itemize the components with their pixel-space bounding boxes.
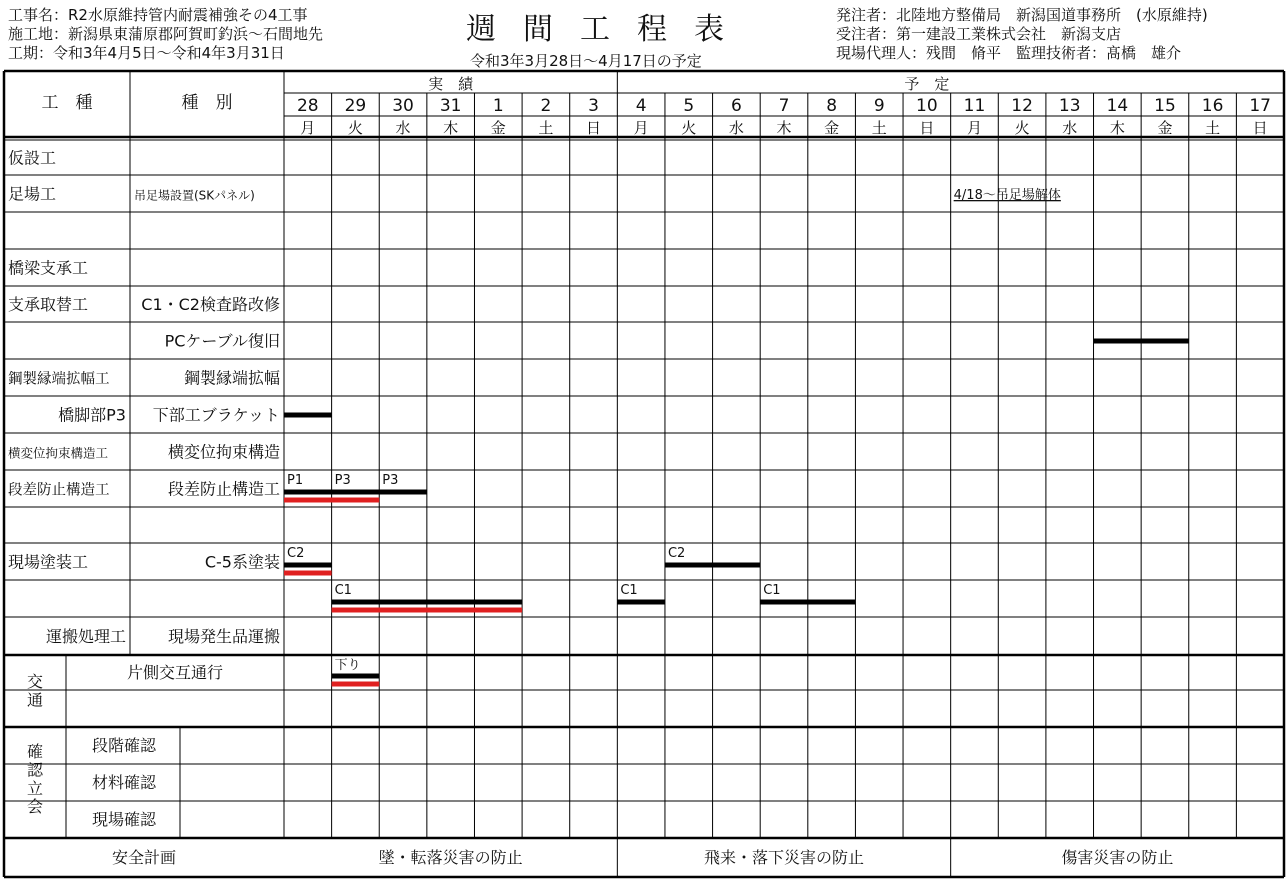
schedule-bar	[332, 674, 380, 679]
day-weekday: 木	[776, 119, 792, 137]
shubetsu-label: PCケーブル復旧	[164, 331, 280, 351]
safety-item: 傷害災害の防止	[1061, 848, 1174, 867]
koshu-label: 橋梁支承工	[8, 258, 89, 278]
day-number: 4	[635, 96, 647, 116]
safety-item: 飛来・落下災害の防止	[703, 848, 865, 867]
project-name: 工事名：R2水原維持管内耐震補強その4工事	[8, 6, 308, 24]
schedule-bar	[617, 600, 665, 605]
schedule-bar	[284, 498, 379, 503]
safety-label: 安全計画	[111, 848, 177, 867]
day-weekday: 火	[347, 119, 363, 137]
orderer: 発注者：北陸地方整備局 新潟国道事務所 (水原維持)	[836, 6, 1208, 24]
day-number: 17	[1249, 96, 1272, 116]
shubetsu-label: 吊足場設置(SKパネル)	[134, 188, 255, 203]
schedule-note: 4/18〜吊足場解体	[953, 188, 1061, 203]
inspection-row-label: 現場確認	[91, 810, 157, 829]
day-number: 8	[826, 96, 838, 116]
bar-label: C2	[667, 546, 686, 561]
inspection-group-label: 会	[26, 797, 44, 817]
bar-label: C1	[334, 583, 352, 598]
schedule-bar	[332, 608, 522, 613]
inspection-group-label: 立	[26, 778, 44, 798]
koshu-label: 足場工	[8, 184, 57, 204]
inspection-group-label: 認	[26, 760, 44, 780]
day-number: 2	[540, 96, 552, 116]
schedule-bar	[284, 413, 332, 418]
day-weekday: 金	[490, 119, 506, 137]
day-number: 30	[392, 96, 414, 116]
inspection-group-label: 確	[26, 742, 44, 761]
day-weekday: 土	[538, 119, 554, 137]
day-number: 3	[588, 96, 599, 116]
day-weekday: 月	[633, 119, 649, 137]
schedule-bar	[1094, 339, 1189, 344]
schedule-bar	[284, 490, 427, 495]
koshu-label: 運搬処理工	[45, 627, 126, 646]
day-weekday: 土	[1205, 119, 1221, 137]
day-weekday: 金	[1157, 119, 1173, 137]
day-number: 11	[963, 96, 986, 116]
day-number: 31	[439, 96, 462, 116]
bar-label: C1	[763, 583, 781, 598]
schedule-period: 令和3年3月28日〜4月17日の予定	[470, 52, 702, 70]
day-number: 9	[873, 96, 885, 116]
day-number: 1	[492, 96, 504, 116]
schedule-bar	[665, 563, 760, 568]
day-number: 6	[730, 96, 742, 116]
traffic-group-label: 交	[26, 672, 44, 691]
col-header-plan: 予 定	[904, 75, 950, 93]
traffic-row-label: 片側交互通行	[126, 663, 224, 682]
page-title: 週間工程表	[466, 12, 751, 47]
col-header-actual: 実 績	[428, 75, 474, 93]
koshu-label: 仮設工	[8, 148, 57, 168]
shubetsu-label: 現場発生品運搬	[167, 627, 280, 646]
day-weekday: 水	[1062, 119, 1078, 137]
day-number: 15	[1154, 96, 1176, 116]
day-number: 13	[1058, 96, 1081, 116]
koshu-label: 橋脚部P3	[58, 405, 126, 425]
koshu-label: 鋼製縁端拡幅工	[8, 371, 110, 388]
bar-label: P3	[334, 473, 351, 488]
schedule-bar	[332, 600, 522, 605]
day-weekday: 月	[966, 119, 982, 137]
day-number: 28	[296, 96, 319, 116]
day-weekday: 日	[919, 119, 935, 137]
day-weekday: 水	[395, 119, 411, 137]
day-number: 10	[916, 96, 938, 116]
day-number: 16	[1201, 96, 1224, 116]
shubetsu-label: 鋼製縁端拡幅	[183, 368, 280, 388]
schedule-bar	[284, 571, 332, 576]
shubetsu-label: 横変位拘束構造	[167, 442, 280, 462]
day-number: 7	[778, 96, 790, 116]
inspection-row-label: 材料確認	[91, 773, 157, 792]
bar-label: 下り	[334, 658, 361, 673]
day-weekday: 日	[586, 119, 602, 137]
col-header-koshu: 工 種	[41, 93, 93, 113]
contractor: 受注者：第一建設工業株式会社 新潟支店	[836, 25, 1122, 43]
day-number: 12	[1011, 96, 1033, 116]
day-weekday: 金	[824, 119, 840, 137]
safety-item: 墜・転落災害の防止	[378, 848, 523, 867]
koshu-label: 横変位拘束構造工	[8, 445, 109, 461]
day-number: 14	[1106, 96, 1129, 116]
inspection-row-label: 段階確認	[91, 736, 157, 755]
schedule-bar	[760, 600, 855, 605]
schedule-bar	[284, 563, 332, 568]
day-number: 5	[683, 96, 695, 116]
day-weekday: 火	[681, 119, 697, 137]
day-weekday: 水	[728, 119, 744, 137]
bar-label: C1	[620, 583, 638, 598]
project-location: 施工地：新潟県東蒲原郡阿賀町釣浜〜石間地先	[8, 25, 324, 43]
shubetsu-label: C-5系塗装	[204, 552, 280, 572]
schedule-bar	[332, 682, 380, 687]
project-period: 工期：令和3年4月5日〜令和4年3月31日	[8, 44, 285, 62]
koshu-label: 段差防止構造工	[8, 482, 110, 499]
day-weekday: 土	[871, 119, 887, 137]
shubetsu-label: 段差防止構造工	[167, 479, 280, 499]
bar-label: P3	[382, 473, 399, 488]
col-header-shubetsu: 種 別	[181, 93, 233, 113]
day-weekday: 日	[1252, 119, 1268, 137]
traffic-group-label: 通	[26, 690, 44, 710]
day-number: 29	[344, 96, 367, 116]
bar-label: P1	[287, 473, 304, 488]
koshu-label: 支承取替工	[8, 295, 89, 314]
shubetsu-label: C1・C2検査路改修	[141, 295, 280, 314]
koshu-label: 現場塗装工	[8, 552, 89, 572]
shubetsu-label: 下部工ブラケット	[152, 405, 280, 425]
site-managers: 現場代理人：残間 脩平 監理技術者：髙橋 雄介	[836, 44, 1182, 62]
day-weekday: 月	[300, 119, 316, 137]
bar-label: C2	[287, 546, 305, 561]
day-weekday: 木	[1109, 119, 1125, 137]
day-weekday: 火	[1014, 119, 1030, 137]
day-weekday: 木	[443, 119, 459, 137]
